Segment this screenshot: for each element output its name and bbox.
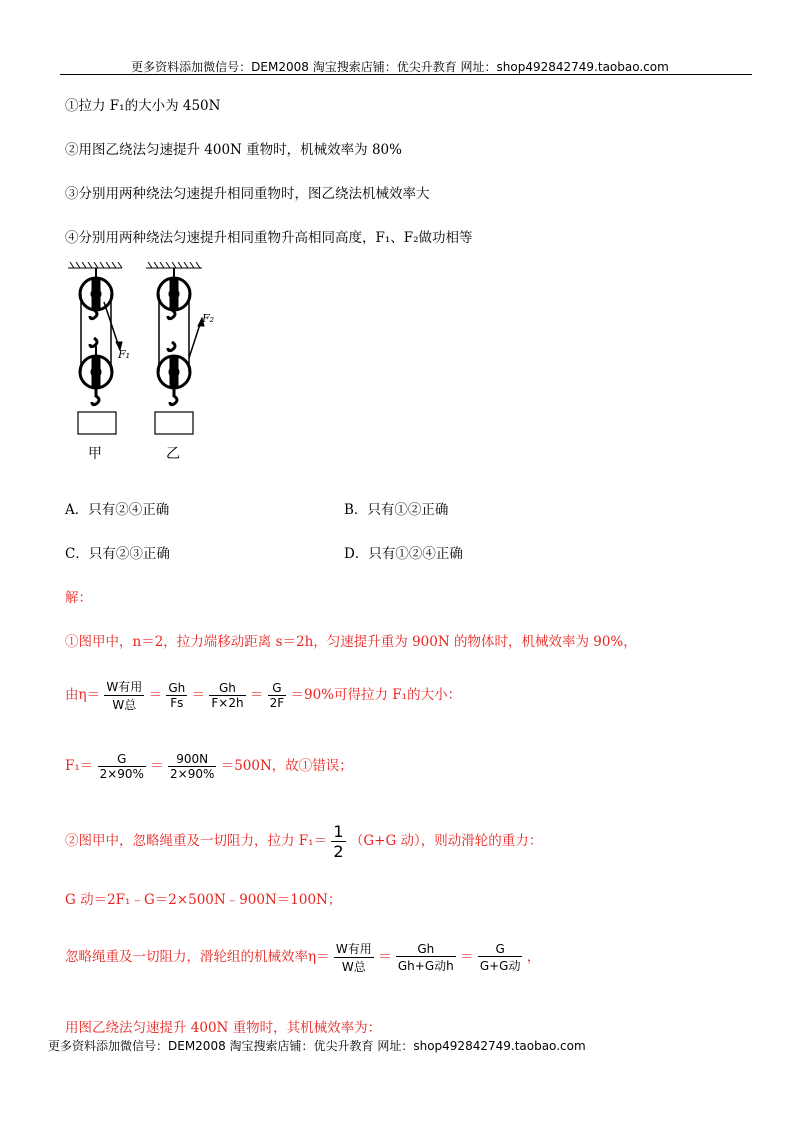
solution-step-5: G 动＝2F₁﹣G＝2×500N﹣900N＝100N； [65, 892, 342, 908]
fraction-g-2f [268, 681, 287, 710]
solution-step-4 [65, 822, 542, 861]
frac-den: 2 [333, 842, 344, 861]
solution-step-2 [65, 678, 461, 713]
frac-den: 2F [269, 696, 285, 710]
solution-step-3 [65, 752, 353, 781]
fraction-gh-f2h [209, 681, 245, 710]
fraction-900-over [168, 752, 216, 781]
figure-label-right: 乙 [166, 446, 180, 462]
equals-sign: ＝ [150, 758, 164, 774]
s4-suffix: （G+G 动），则动滑轮的重力： [349, 833, 543, 849]
option-b[interactable]: B．只有①②正确 [344, 502, 449, 518]
frac-num: Gh [168, 681, 186, 695]
frac-den: W总 [112, 698, 137, 712]
option-c[interactable]: C．只有②③正确 [65, 546, 170, 562]
s6-suffix: ， [526, 949, 541, 965]
ceiling-right [146, 262, 202, 268]
equals-sign: ＝ [249, 687, 264, 703]
frac-den: Gh+G动h [397, 958, 454, 973]
frac-num: G [98, 752, 146, 767]
option-a[interactable]: A．只有②④正确 [65, 502, 170, 518]
page-header: 更多资料添加微信号：DEM2008 淘宝搜索店铺：优尖升教育 网址：shop492842749.taobao.com [131, 60, 669, 74]
equals-sign: ＝ [191, 687, 206, 703]
equals-sign: ＝ [460, 949, 474, 965]
s3-suffix: ＝500N，故①错误； [220, 758, 353, 774]
frac-num: 1 [333, 822, 344, 841]
frac-num: G [268, 681, 287, 696]
force-label-f1: F₁ [118, 348, 131, 361]
statement-1: ①拉力 F₁的大小为 450N [65, 98, 221, 114]
fraction-gh-fs [166, 681, 187, 710]
statement-3: ③分别用两种绕法匀速提升相同重物时，图乙绕法机械效率大 [65, 186, 430, 202]
frac-den: F×2h [211, 696, 244, 710]
s6-prefix: 忽略绳重及一切阻力，滑轮组的机械效率η＝ [65, 949, 330, 965]
frac-den: 2×90% [99, 767, 144, 781]
s4-prefix: ②图甲中，忽略绳重及一切阻力，拉力 F₁＝ [65, 833, 328, 849]
frac-num: Gh [396, 942, 456, 957]
frac-num: 900N [168, 752, 216, 767]
frac-num: Gh [209, 681, 245, 696]
fraction-half [331, 822, 345, 861]
statement-2: ②用图乙绕法匀速提升 400N 重物时，机械效率为 80% [65, 142, 402, 158]
fraction-gh-ghgh [396, 942, 456, 974]
equals-sign: ＝ [148, 687, 163, 703]
equals-sign: ＝ [378, 949, 392, 965]
fraction-g-gg [478, 942, 523, 974]
frac-den: Fs [170, 696, 184, 710]
solution-step-7: 用图乙绕法匀速提升 400N 重物时，其机械效率为： [65, 1020, 382, 1036]
fraction-g-over [98, 752, 146, 781]
frac-num: W有用 [335, 942, 372, 956]
frac-num: G [478, 942, 523, 957]
fraction-efficiency-2 [334, 940, 374, 975]
frac-den: W总 [341, 960, 366, 974]
pulley-diagram [64, 262, 234, 467]
header-rule [60, 74, 752, 75]
option-d[interactable]: D．只有①②④正确 [344, 546, 463, 562]
frac-den: G+G动 [479, 958, 521, 973]
frac-den: 2×90% [170, 767, 215, 781]
ceiling-left [68, 262, 122, 268]
solution-step-1: ①图甲中，n＝2，拉力端移动距离 s＝2h，匀速提升重为 900N 的物体时，机械效率为 90%， [65, 634, 637, 650]
pulley-system-right [155, 268, 204, 434]
page-footer: 更多资料添加微信号：DEM2008 淘宝搜索店铺：优尖升教育 网址：shop492842749.taobao.com [48, 1039, 586, 1053]
force-label-f2: F₂ [202, 312, 215, 325]
frac-num: W有用 [106, 680, 143, 694]
fraction-efficiency [104, 678, 144, 713]
solution-label: 解： [65, 590, 92, 606]
s2-suffix: ＝90%可得拉力 F₁的大小： [290, 687, 462, 703]
s2-prefix: 由η＝ [65, 687, 101, 703]
figure-label-left: 甲 [88, 446, 102, 462]
s3-prefix: F₁＝ [65, 758, 94, 774]
pulley-system-left [78, 268, 122, 434]
solution-step-6 [65, 940, 540, 975]
statement-4: ④分别用两种绕法匀速提升相同重物升高相同高度，F₁、F₂做功相等 [65, 230, 473, 246]
